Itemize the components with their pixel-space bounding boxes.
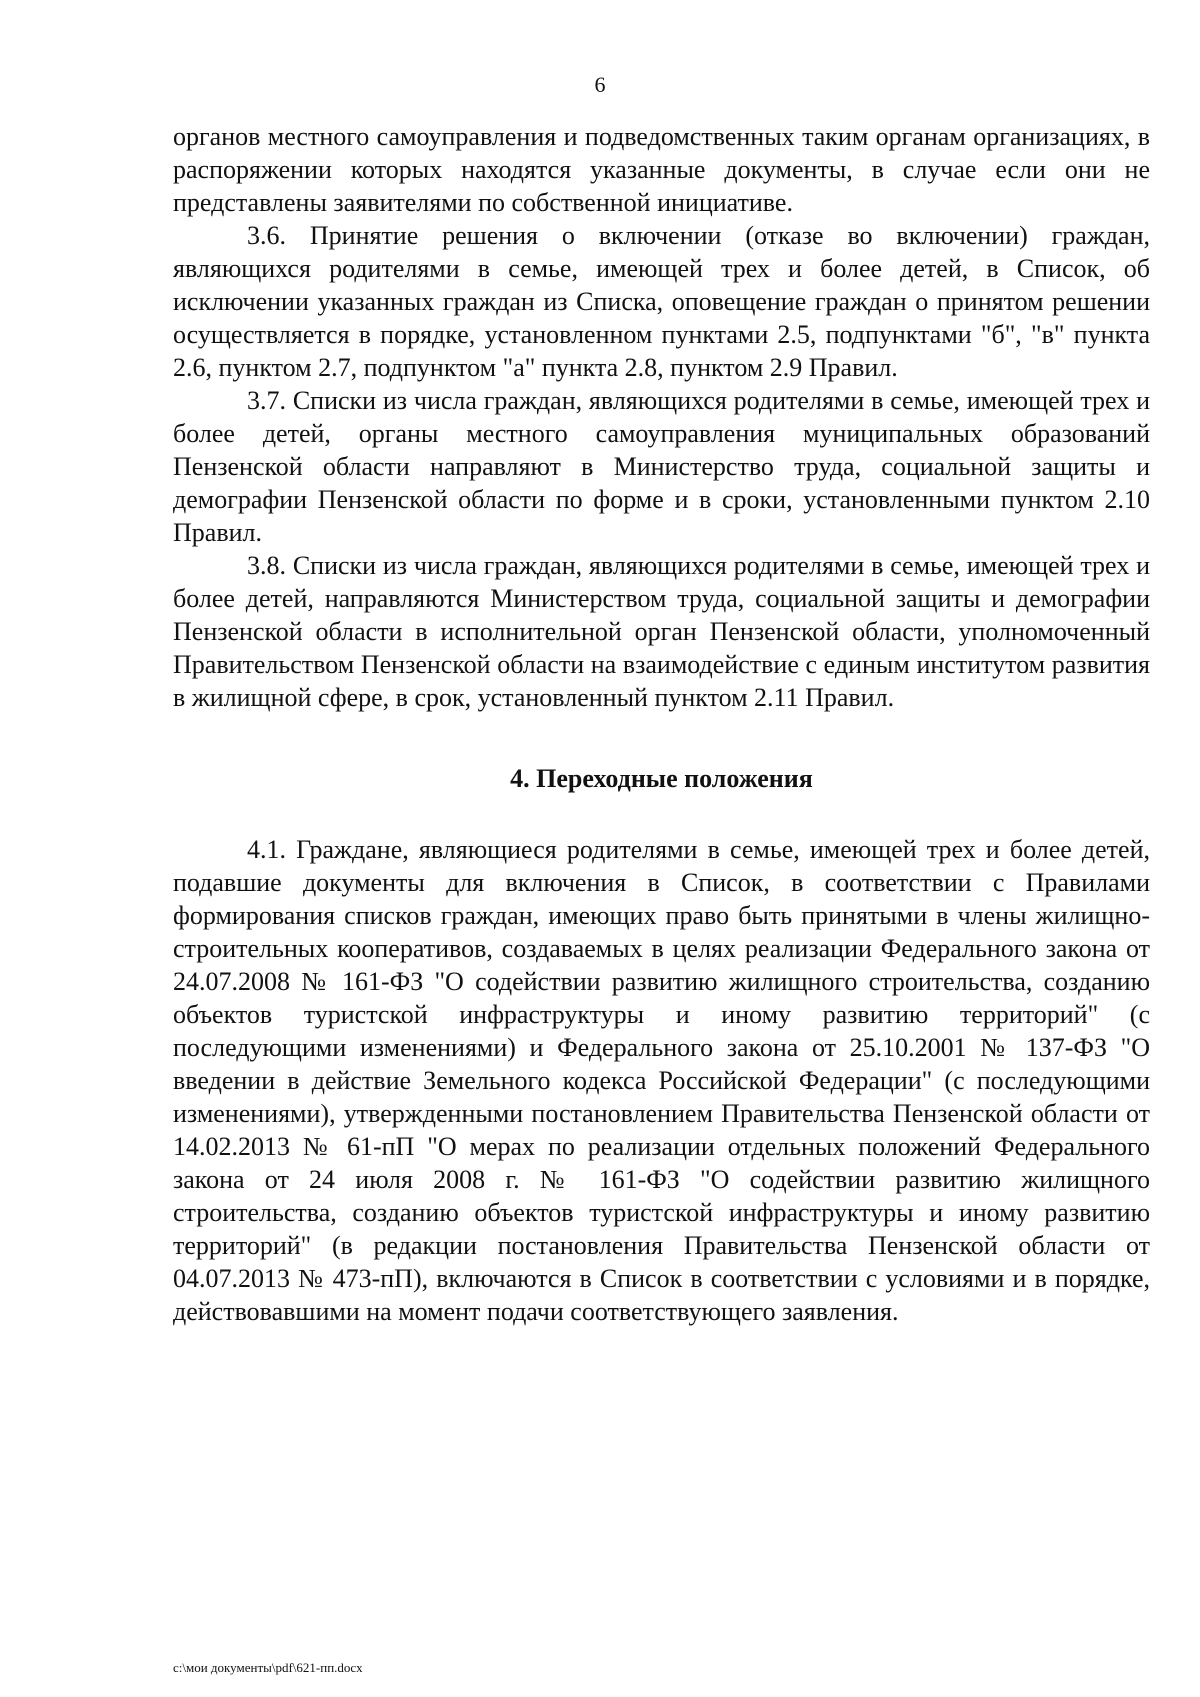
footer-file-path: c:\мои документы\pdf\621-пп.docx	[173, 1660, 363, 1675]
paragraph-3-7: 3.7. Списки из числа граждан, являющихся родителями в семье, имеющей трех и более детей, органы местного самоуправления муниципальных образований Пензенской области направляют в Министерство труда, социальной защиты и демографии Пензенской области по форме и в сроки, установленными пунктом 2.10 Правил.	[173, 386, 1150, 547]
paragraph-4-1: 4.1. Граждане, являющиеся родителями в семье, имеющей трех и более детей, подавшие документы для включения в Список, в соответствии с Правилами формирования списков граждан, имеющих право быть принятыми в члены жилищно-строительных кооперативов, создаваемых в целях реализации Федерального закона от 24.07.2008 № 161-ФЗ "О содействии развитию жилищного строительства, созданию объектов туристской инфраструктуры и иному развитию территорий" (с последующими изменениями) и Федерального закона от 25.10.2001 № 137-ФЗ "О введении в действие Земельного кодекса Российской Федерации" (с последующими изменениями), утвержденными постановлением Правительства Пензенской области от 14.02.2013 № 61-пП "О мерах по реализации отдельных положений Федерального закона от 24 июля 2008 г. № 161-ФЗ "О содействии развитию жилищного строительства, созданию объектов туристской инфраструктуры и иному развитию территорий" (в редакции постановления Правительства Пензенской области от 04.07.2013 № 473-пП), включаются в Список в соответствии с условиями и в порядке, действовавшими на момент подачи соответствующего заявления.	[173, 835, 1150, 1326]
document-body	[173, 120, 1150, 1328]
paragraph-3-8: 3.8. Списки из числа граждан, являющихся родителями в семье, имеющей трех и более детей, направляются Министерством труда, социальной защиты и демографии Пензенской области в исполнительной орган Пензенской области, уполномоченный Правительством Пензенской области на взаимодействие с единым институтом развития в жилищной сфере, в срок, установленный пунктом 2.11 Правил.	[173, 551, 1150, 712]
paragraph-3-6: 3.6. Принятие решения о включении (отказе во включении) граждан, являющихся родителями в семье, имеющей трех и более детей, в Список, об исключении указанных граждан из Списка, оповещение граждан о принятом решении осуществляется в порядке, установленном пунктами 2.5, подпунктами "б", "в" пункта 2.6, пунктом 2.7, подпунктом "а" пункта 2.8, пунктом 2.9 Правил.	[173, 221, 1150, 382]
paragraph-continuation: органов местного самоуправления и подведомственных таким органам организациях, в распоряжении которых находятся указанные документы, в случае если они не представлены заявителями по собственной инициативе.	[173, 122, 1150, 217]
page-number: 6	[594, 72, 606, 97]
section-4-heading: 4. Переходные положения	[510, 764, 813, 793]
